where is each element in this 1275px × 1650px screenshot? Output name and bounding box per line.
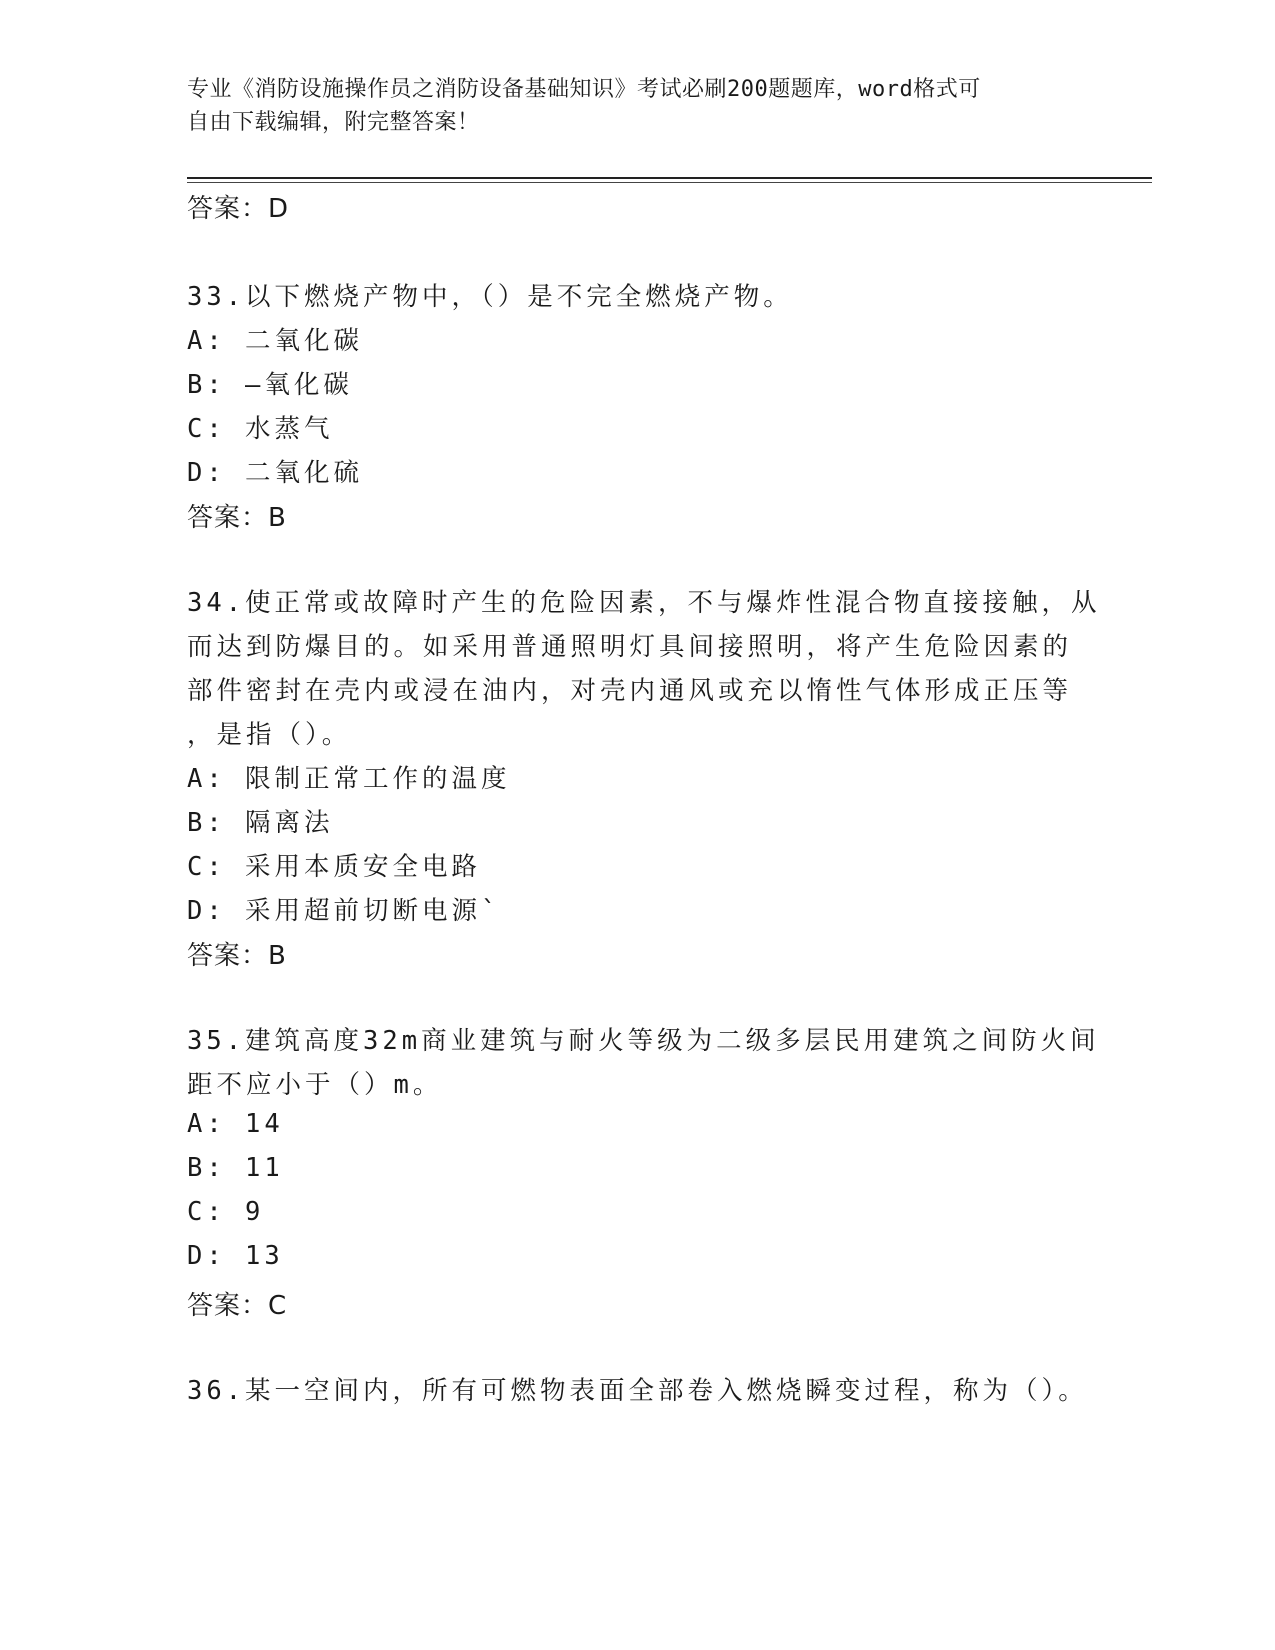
q33-stem: 33.以下燃烧产物中，（）是不完全燃烧产物。 xyxy=(187,282,793,312)
q34-option-a: A: 限制正常工作的温度 xyxy=(187,764,511,794)
q36-stem: 36.某一空间内，所有可燃物表面全部卷入燃烧瞬变过程，称为（）。 xyxy=(187,1376,1088,1406)
q34-option-c: C: 采用本质安全电路 xyxy=(187,852,482,882)
q33-option-b: B: —氧化碳 xyxy=(187,370,353,400)
q35-answer: 答案：C xyxy=(187,1291,288,1321)
document-header xyxy=(187,73,1077,139)
header-line-2: 自由下载编辑，附完整答案！ xyxy=(187,110,480,135)
header-line-1: 专业《消防设施操作员之消防设备基础知识》考试必刷200题题库，word格式可 xyxy=(187,77,981,102)
q33-answer: 答案：B xyxy=(187,503,287,533)
q34-option-d: D: 采用超前切断电源` xyxy=(187,896,501,926)
q32-answer: 答案：D xyxy=(187,194,290,224)
q35-option-b: B: 11 xyxy=(187,1153,284,1183)
q33-option-a: A: 二氧化碳 xyxy=(187,326,364,356)
q35-stem-line-2: 距不应小于（）m。 xyxy=(187,1070,443,1100)
q34-stem-line-1: 34.使正常或故障时产生的危险因素，不与爆炸性混合物直接接触，从 xyxy=(187,588,1101,618)
header-divider-thin xyxy=(187,182,1152,183)
q33-option-c: C: 水蒸气 xyxy=(187,414,334,444)
q35-option-c: C: 9 xyxy=(187,1197,265,1227)
q34-option-b: B: 隔离法 xyxy=(187,808,334,838)
q35-option-d: D: 13 xyxy=(187,1241,284,1271)
q33-option-d: D: 二氧化硫 xyxy=(187,458,364,488)
header-divider-thick xyxy=(187,177,1152,179)
q34-answer: 答案：B xyxy=(187,941,287,971)
q35-stem-line-1: 35.建筑高度32m商业建筑与耐火等级为二级多层民用建筑之间防火间 xyxy=(187,1026,1100,1056)
q34-stem-line-4: ，是指（）。 xyxy=(187,720,352,750)
q34-stem-line-2: 而达到防爆目的。如采用普通照明灯具间接照明，将产生危险因素的 xyxy=(187,632,1073,662)
q35-option-a: A: 14 xyxy=(187,1109,284,1139)
q34-stem-line-3: 部件密封在壳内或浸在油内，对壳内通风或充以惰性气体形成正压等 xyxy=(187,676,1073,706)
